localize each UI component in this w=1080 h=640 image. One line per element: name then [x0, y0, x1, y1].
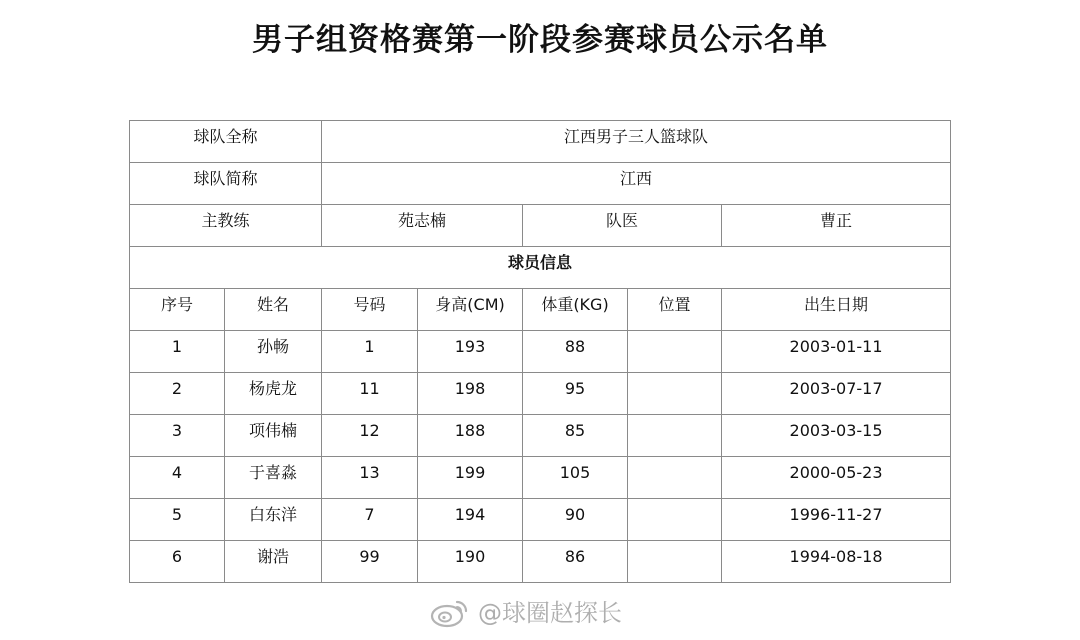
player-position [628, 499, 722, 541]
column-header: 姓名 [225, 289, 322, 331]
column-header-row [130, 289, 951, 331]
player-height: 193 [418, 331, 523, 373]
player-index: 4 [130, 457, 225, 499]
player-position [628, 457, 722, 499]
player-height: 194 [418, 499, 523, 541]
player-birth-date: 1994-08-18 [722, 541, 951, 583]
players-section-title: 球员信息 [130, 247, 951, 289]
player-index: 3 [130, 415, 225, 457]
team-doctor-label: 队医 [523, 205, 722, 247]
player-row [130, 373, 951, 415]
player-row [130, 457, 951, 499]
player-birth-date: 2003-01-11 [722, 331, 951, 373]
players-section-row [130, 247, 951, 289]
player-index: 1 [130, 331, 225, 373]
column-header: 位置 [628, 289, 722, 331]
player-row [130, 499, 951, 541]
player-row [130, 415, 951, 457]
head-coach-value: 苑志楠 [322, 205, 523, 247]
column-header: 序号 [130, 289, 225, 331]
team-short-name-row [130, 163, 951, 205]
column-header: 号码 [322, 289, 418, 331]
player-name: 于喜淼 [225, 457, 322, 499]
player-position [628, 415, 722, 457]
head-coach-label: 主教练 [130, 205, 322, 247]
player-height: 188 [418, 415, 523, 457]
weibo-icon [430, 598, 470, 628]
player-jersey-number: 99 [322, 541, 418, 583]
player-weight: 95 [523, 373, 628, 415]
team-doctor-value: 曹正 [722, 205, 951, 247]
staff-row [130, 205, 951, 247]
team-short-name-value: 江西 [322, 163, 951, 205]
team-full-name-label: 球队全称 [130, 121, 322, 163]
watermark-text: @球圈赵探长 [478, 599, 622, 627]
player-weight: 86 [523, 541, 628, 583]
player-height: 198 [418, 373, 523, 415]
player-name: 项伟楠 [225, 415, 322, 457]
player-name: 白东洋 [225, 499, 322, 541]
team-full-name-value: 江西男子三人篮球队 [322, 121, 951, 163]
player-row [130, 541, 951, 583]
player-name: 杨虎龙 [225, 373, 322, 415]
player-name: 孙畅 [225, 331, 322, 373]
player-jersey-number: 13 [322, 457, 418, 499]
team-full-name-row [130, 121, 951, 163]
team-short-name-label: 球队简称 [130, 163, 322, 205]
document-title: 男子组资格赛第一阶段参赛球员公示名单 [252, 22, 828, 58]
player-weight: 85 [523, 415, 628, 457]
column-header: 体重(KG) [523, 289, 628, 331]
player-roster-table [129, 120, 951, 583]
player-weight: 88 [523, 331, 628, 373]
player-birth-date: 2000-05-23 [722, 457, 951, 499]
column-header: 出生日期 [722, 289, 951, 331]
player-name: 谢浩 [225, 541, 322, 583]
watermark [430, 596, 622, 630]
player-index: 5 [130, 499, 225, 541]
player-jersey-number: 12 [322, 415, 418, 457]
player-position [628, 541, 722, 583]
player-birth-date: 2003-03-15 [722, 415, 951, 457]
player-jersey-number: 7 [322, 499, 418, 541]
player-birth-date: 2003-07-17 [722, 373, 951, 415]
player-birth-date: 1996-11-27 [722, 499, 951, 541]
player-position [628, 331, 722, 373]
player-height: 190 [418, 541, 523, 583]
player-jersey-number: 11 [322, 373, 418, 415]
player-index: 2 [130, 373, 225, 415]
player-weight: 90 [523, 499, 628, 541]
player-height: 199 [418, 457, 523, 499]
player-position [628, 373, 722, 415]
player-row [130, 331, 951, 373]
player-weight: 105 [523, 457, 628, 499]
column-header: 身高(CM) [418, 289, 523, 331]
player-jersey-number: 1 [322, 331, 418, 373]
player-index: 6 [130, 541, 225, 583]
